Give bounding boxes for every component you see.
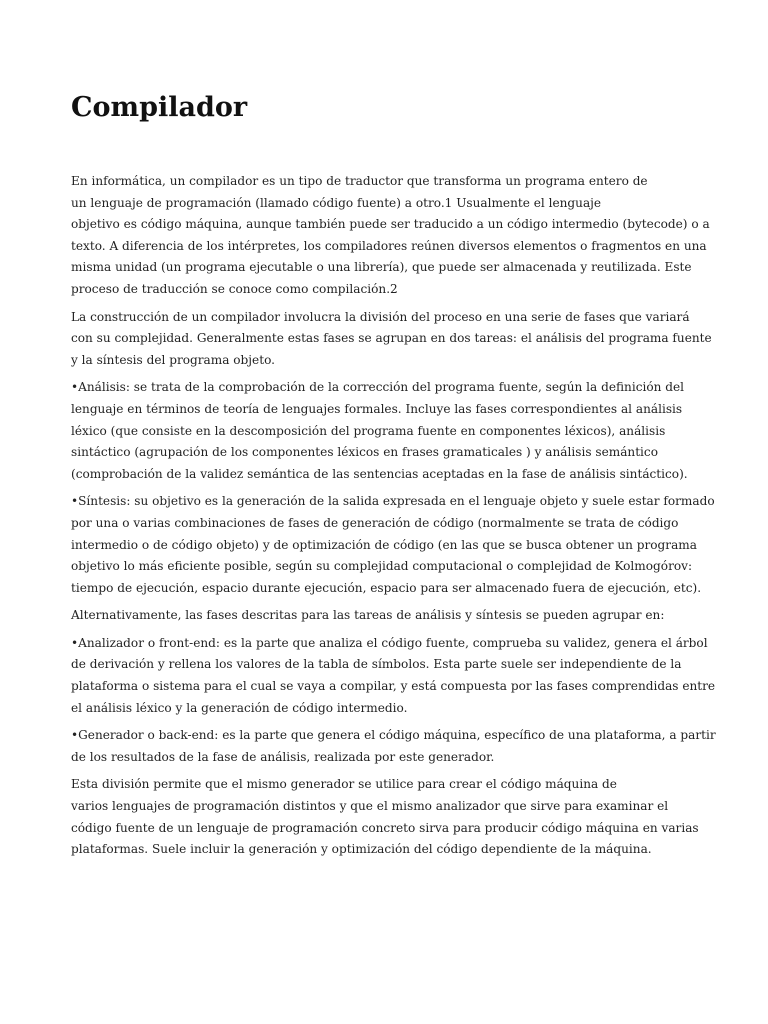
- text-line: léxico (que consiste en la descomposición del programa fuente en componentes léxicos), análisis: [71, 423, 666, 438]
- text-line: código fuente de un lenguaje de programación concreto sirva para producir código máquina en varias: [71, 820, 699, 835]
- document-body: [71, 171, 716, 861]
- text-line: tiempo de ejecución, espacio durante ejecución, espacio para ser almacenado fuera de ejecución, etc).: [71, 580, 702, 595]
- paragraph: [71, 307, 712, 372]
- paragraph: [71, 633, 716, 719]
- text-line: •Analizador o front-end: es la parte que analiza el código fuente, comprueba su validez, genera el árbol: [71, 635, 708, 650]
- paragraph: [71, 725, 716, 768]
- text-line: misma unidad (un programa ejecutable o una librería), que puede ser almacenada y reutilizada. Este: [71, 260, 692, 275]
- text-line: texto. A diferencia de los intérpretes, los compiladores reúnen diversos elementos o fragmentos en una: [71, 238, 707, 253]
- text-line: sintáctico (agrupación de los componentes léxicos en frases gramaticales ) y análisis semántico: [71, 445, 658, 460]
- text-line: objetivo lo más eficiente posible, según su complejidad computacional o complejidad de Kolmogórov:: [71, 559, 693, 574]
- text-line: proceso de traducción se conoce como compilación.2: [71, 281, 398, 296]
- paragraph: [71, 171, 710, 301]
- paragraph: [71, 774, 701, 860]
- paragraph: [71, 491, 715, 599]
- text-line: (comprobación de la validez semántica de las sentencias aceptadas en la fase de análisis sintáctico).: [71, 466, 688, 481]
- text-line: La construcción de un compilador involucra la división del proceso en una serie de fases que variará: [71, 309, 690, 324]
- text-line: plataforma o sistema para el cual se vaya a compilar, y está compuesta por las fases comprendidas entre: [71, 679, 716, 694]
- text-line: plataformas. Suele incluir la generación y optimización del código dependiente de la máquina.: [71, 842, 652, 857]
- text-line: objetivo es código máquina, aunque también puede ser traducido a un código intermedio (bytecode) o a: [71, 217, 710, 232]
- text-line: En informática, un compilador es un tipo de traductor que transforma un programa entero de: [71, 174, 648, 188]
- text-line: •Síntesis: su objetivo es la generación de la salida expresada en el lenguaje objeto y suele estar formado: [71, 494, 715, 509]
- text-line: lenguaje en términos de teoría de lenguajes formales. Incluye las fases correspondientes al análisis: [71, 401, 683, 416]
- text-line: •Análisis: se trata de la comprobación de la corrección del programa fuente, según la definición del: [71, 380, 685, 395]
- text-line: y la síntesis del programa objeto.: [71, 352, 275, 367]
- paragraph: [71, 377, 701, 485]
- page-title: Compilador: [71, 92, 248, 123]
- text-line: •Generador o back-end: es la parte que genera el código máquina, específico de una plataforma, a partir: [71, 728, 716, 743]
- text-line: un lenguaje de programación (llamado código fuente) a otro.1 Usualmente el lenguaje: [71, 195, 602, 210]
- text-line: intermedio o de código objeto) y de optimización de código (en las que se busca obtener un programa: [71, 537, 697, 552]
- document-page: [71, 88, 716, 867]
- text-line: Alternativamente, las fases descritas para las tareas de análisis y síntesis se pueden agrupar en:: [71, 608, 665, 623]
- text-line: Esta división permite que el mismo generador se utilice para crear el código máquina de: [71, 777, 617, 792]
- text-line: con su complejidad. Generalmente estas fases se agrupan en dos tareas: el análisis del programa fuente: [71, 331, 712, 346]
- text-line: de los resultados de la fase de análisis, realizada por este generador.: [71, 749, 495, 764]
- text-line: por una o varias combinaciones de fases de generación de código (normalmente se trata de código: [71, 515, 679, 530]
- text-line: el análisis léxico y la generación de código intermedio.: [71, 700, 408, 715]
- text-line: de derivación y rellena los valores de la tabla de símbolos. Esta parte suele ser independiente de la: [71, 657, 682, 672]
- paragraph: [71, 605, 701, 627]
- text-line: varios lenguajes de programación distintos y que el mismo analizador que sirve para examinar el: [71, 799, 669, 814]
